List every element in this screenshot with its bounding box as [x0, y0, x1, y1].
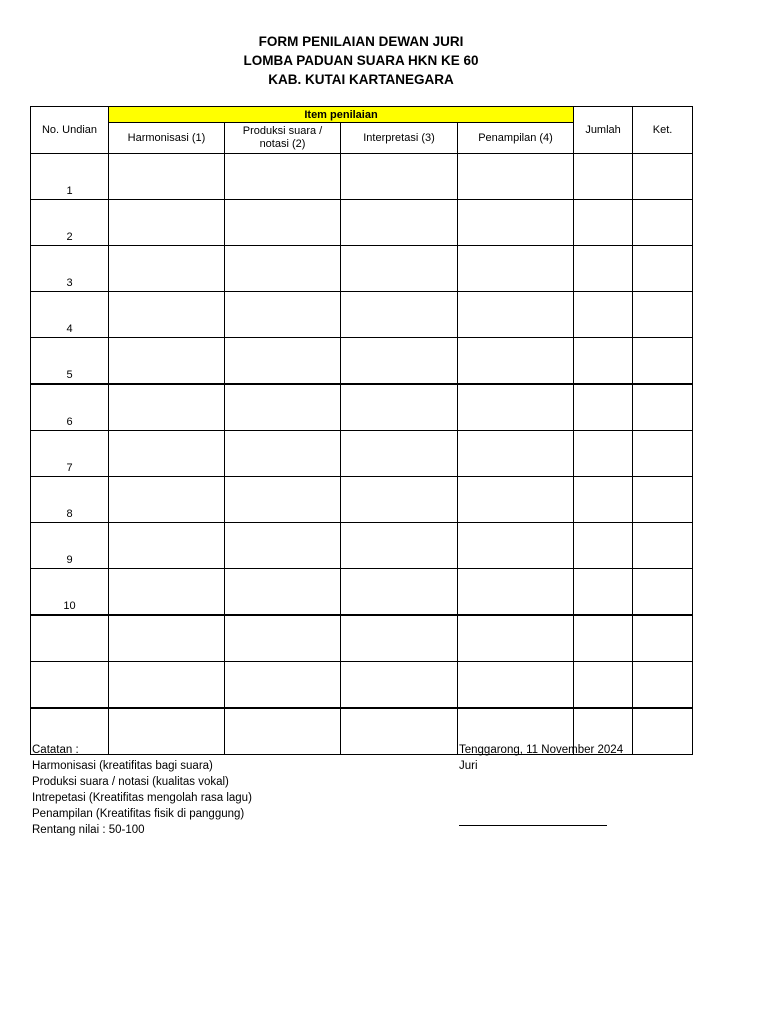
score-cell-ket	[633, 523, 693, 569]
header-harmonisasi: Harmonisasi (1)	[109, 123, 225, 154]
score-cell-harmonisasi	[109, 246, 225, 292]
table-row	[31, 200, 693, 246]
score-cell-penampilan	[458, 246, 574, 292]
score-cell-harmonisasi	[109, 154, 225, 200]
score-cell-penampilan	[458, 477, 574, 523]
header-ket: Ket.	[633, 107, 693, 154]
row-number	[31, 662, 109, 709]
score-cell-jumlah	[574, 662, 633, 709]
score-cell-jumlah	[574, 154, 633, 200]
table-row	[31, 569, 693, 616]
score-cell-ket	[633, 662, 693, 709]
signature-role: Juri	[459, 760, 478, 772]
score-cell-jumlah	[574, 477, 633, 523]
signature-block	[459, 742, 623, 774]
score-cell-jumlah	[574, 431, 633, 477]
score-cell-produksi	[225, 384, 341, 431]
score-cell-interpretasi	[341, 662, 458, 709]
score-cell-ket	[633, 154, 693, 200]
table-row	[31, 523, 693, 569]
score-cell-penampilan	[458, 523, 574, 569]
row-number: 4	[31, 292, 109, 338]
row-number: 10	[31, 569, 109, 616]
header-penampilan: Penampilan (4)	[458, 123, 574, 154]
score-cell-jumlah	[574, 615, 633, 662]
score-cell-jumlah	[574, 200, 633, 246]
score-cell-harmonisasi	[109, 662, 225, 709]
form-title: FORM PENILAIAN DEWAN JURI	[258, 34, 464, 49]
score-cell-produksi	[225, 477, 341, 523]
score-cell-ket	[633, 292, 693, 338]
score-cell-produksi	[225, 338, 341, 385]
score-cell-harmonisasi	[109, 615, 225, 662]
score-cell-ket	[633, 431, 693, 477]
score-cell-penampilan	[458, 569, 574, 616]
score-cell-harmonisasi	[109, 292, 225, 338]
score-cell-interpretasi	[341, 431, 458, 477]
table-row	[31, 431, 693, 477]
score-cell-interpretasi	[341, 246, 458, 292]
score-cell-harmonisasi	[109, 384, 225, 431]
score-cell-jumlah	[574, 569, 633, 616]
header-produksi-line1: Produksi suara /	[242, 125, 323, 137]
table-row	[31, 384, 693, 431]
header-jumlah: Jumlah	[574, 107, 633, 154]
score-cell-penampilan	[458, 292, 574, 338]
score-cell-penampilan	[458, 338, 574, 385]
table-row	[31, 338, 693, 385]
score-cell-harmonisasi	[109, 338, 225, 385]
form-subtitle: LOMBA PADUAN SUARA HKN KE 60	[243, 53, 479, 68]
row-number: 5	[31, 338, 109, 385]
note-interpretasi: Intrepetasi (Kreatifitas mengolah rasa lagu)	[32, 792, 252, 804]
table-row	[31, 477, 693, 523]
score-cell-interpretasi	[341, 200, 458, 246]
score-cell-interpretasi	[341, 477, 458, 523]
score-cell-harmonisasi	[109, 200, 225, 246]
table-row	[31, 154, 693, 200]
score-cell-produksi	[225, 292, 341, 338]
score-cell-jumlah	[574, 292, 633, 338]
score-cell-interpretasi	[341, 615, 458, 662]
header-produksi-suara	[225, 123, 341, 154]
score-cell-produksi	[225, 154, 341, 200]
table-row	[31, 292, 693, 338]
signature-line	[459, 825, 607, 826]
score-cell-interpretasi	[341, 523, 458, 569]
score-cell-produksi	[225, 200, 341, 246]
note-produksi: Produksi suara / notasi (kualitas vokal)	[32, 776, 229, 788]
score-cell-interpretasi	[341, 569, 458, 616]
score-cell-ket	[633, 569, 693, 616]
row-number: 2	[31, 200, 109, 246]
header-item-penilaian: Item penilaian	[109, 107, 574, 123]
score-cell-harmonisasi	[109, 523, 225, 569]
score-cell-interpretasi	[341, 292, 458, 338]
note-penampilan: Penampilan (Kreatifitas fisik di panggung)	[32, 808, 245, 820]
score-cell-penampilan	[458, 431, 574, 477]
notes-heading: Catatan :	[32, 744, 79, 756]
note-rentang-nilai: Rentang nilai : 50-100	[32, 824, 145, 836]
score-cell-produksi	[225, 246, 341, 292]
form-region: KAB. KUTAI KARTANEGARA	[268, 72, 454, 87]
row-number: 8	[31, 477, 109, 523]
score-cell-produksi	[225, 662, 341, 709]
notes-section	[32, 742, 252, 838]
score-cell-jumlah	[574, 523, 633, 569]
score-cell-penampilan	[458, 615, 574, 662]
header-interpretasi: Interpretasi (3)	[341, 123, 458, 154]
score-cell-jumlah	[574, 338, 633, 385]
signature-place-date: Tenggarong, 11 November 2024	[459, 744, 624, 756]
row-number: 3	[31, 246, 109, 292]
score-cell-produksi	[225, 615, 341, 662]
score-cell-harmonisasi	[109, 431, 225, 477]
score-cell-penampilan	[458, 154, 574, 200]
score-cell-interpretasi	[341, 708, 458, 755]
score-cell-produksi	[225, 431, 341, 477]
header-no-undian: No. Undian	[31, 107, 109, 154]
score-cell-jumlah	[574, 384, 633, 431]
score-cell-interpretasi	[341, 154, 458, 200]
header-produksi-line2: notasi (2)	[259, 138, 306, 150]
score-cell-penampilan	[458, 384, 574, 431]
score-cell-ket	[633, 200, 693, 246]
table-row	[31, 246, 693, 292]
score-cell-jumlah	[574, 246, 633, 292]
scoring-table	[30, 106, 693, 755]
score-cell-ket	[633, 708, 693, 755]
score-cell-penampilan	[458, 662, 574, 709]
score-cell-produksi	[225, 569, 341, 616]
note-harmonisasi: Harmonisasi (kreatifitas bagi suara)	[32, 760, 213, 772]
table-row	[31, 615, 693, 662]
row-number: 9	[31, 523, 109, 569]
row-number	[31, 615, 109, 662]
score-cell-penampilan	[458, 200, 574, 246]
row-number: 1	[31, 154, 109, 200]
score-cell-harmonisasi	[109, 569, 225, 616]
score-cell-ket	[633, 246, 693, 292]
score-cell-interpretasi	[341, 384, 458, 431]
row-number: 6	[31, 384, 109, 431]
score-cell-produksi	[225, 523, 341, 569]
score-cell-ket	[633, 615, 693, 662]
score-cell-ket	[633, 477, 693, 523]
table-row	[31, 662, 693, 709]
score-cell-ket	[633, 338, 693, 385]
score-cell-ket	[633, 384, 693, 431]
score-cell-interpretasi	[341, 338, 458, 385]
row-number: 7	[31, 431, 109, 477]
score-cell-harmonisasi	[109, 477, 225, 523]
